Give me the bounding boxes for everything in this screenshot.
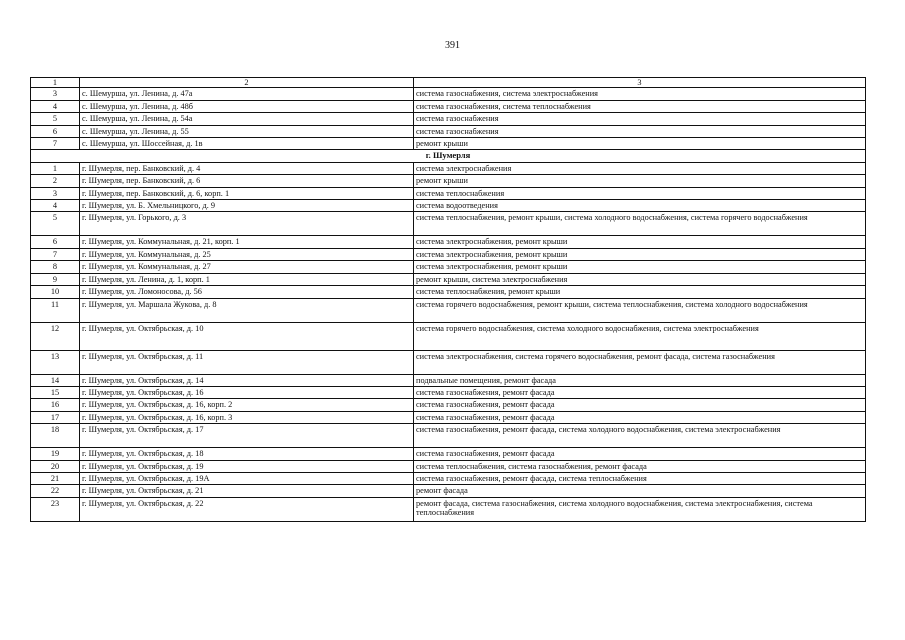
- table-header-row: [31, 78, 866, 88]
- row-number: 9: [31, 273, 80, 285]
- row-number: 20: [31, 460, 80, 472]
- row-address: г. Шумерля, пер. Банковский, д. 4: [80, 162, 414, 174]
- row-works: система водоотведения: [414, 200, 866, 212]
- table-row: [31, 236, 866, 248]
- row-works: система электроснабжения, ремонт крыши: [414, 261, 866, 273]
- row-works: система электроснабжения, система горячего водоснабжения, ремонт фасада, система газоснабжения: [414, 350, 866, 374]
- row-address: г. Шумерля, пер. Банковский, д. 6, корп. 1: [80, 187, 414, 199]
- row-works: система газоснабжения, ремонт фасада: [414, 411, 866, 423]
- table-row: [31, 286, 866, 298]
- section-row: [31, 150, 866, 162]
- table-row: [31, 448, 866, 460]
- works-table: [30, 77, 866, 522]
- row-number: 7: [31, 248, 80, 260]
- row-number: 10: [31, 286, 80, 298]
- page-number: 391: [445, 40, 460, 51]
- row-works: система газоснабжения, ремонт фасада: [414, 386, 866, 398]
- row-address: г. Шумерля, ул. Маршала Жукова, д. 8: [80, 298, 414, 322]
- row-number: 2: [31, 175, 80, 187]
- row-address: г. Шумерля, ул. Ломоносова, д. 56: [80, 286, 414, 298]
- row-works: ремонт крыши: [414, 138, 866, 150]
- row-number: 17: [31, 411, 80, 423]
- row-number: 7: [31, 138, 80, 150]
- row-works: система горячего водоснабжения, ремонт крыши, система теплоснабжения, система холодного водоснабжения: [414, 298, 866, 322]
- row-address: г. Шумерля, ул. Горького, д. 3: [80, 212, 414, 236]
- row-works: система теплоснабжения, система газоснабжения, ремонт фасада: [414, 460, 866, 472]
- row-address: г. Шумерля, ул. Октябрьская, д. 22: [80, 497, 414, 521]
- table-row: [31, 472, 866, 484]
- row-address: г. Шумерля, ул. Октябрьская, д. 17: [80, 424, 414, 448]
- row-number: 22: [31, 485, 80, 497]
- table-row: [31, 261, 866, 273]
- row-works: подвальные помещения, ремонт фасада: [414, 374, 866, 386]
- row-number: 16: [31, 399, 80, 411]
- table-row: [31, 162, 866, 174]
- row-number: 1: [31, 162, 80, 174]
- table-row: [31, 424, 866, 448]
- table-row: [31, 212, 866, 236]
- column-header-number: 1: [31, 78, 80, 88]
- table-row: [31, 187, 866, 199]
- row-number: 12: [31, 322, 80, 350]
- row-number: 11: [31, 298, 80, 322]
- row-number: 5: [31, 212, 80, 236]
- row-address: г. Шумерля, ул. Октябрьская, д. 16, корп. 2: [80, 399, 414, 411]
- row-works: система газоснабжения: [414, 113, 866, 125]
- row-address: г. Шумерля, ул. Октябрьская, д. 11: [80, 350, 414, 374]
- table-row: [31, 138, 866, 150]
- row-number: 4: [31, 200, 80, 212]
- row-works: ремонт фасада, система газоснабжения, система холодного водоснабжения, система электроснабжения, система теплоснабжения: [414, 497, 866, 521]
- table-row: [31, 399, 866, 411]
- row-address: г. Шумерля, ул. Октябрьская, д. 18: [80, 448, 414, 460]
- row-address: г. Шумерля, ул. Октябрьская, д. 19: [80, 460, 414, 472]
- table-row: [31, 273, 866, 285]
- row-address: г. Шумерля, ул. Октябрьская, д. 16: [80, 386, 414, 398]
- table-row: [31, 460, 866, 472]
- row-address: г. Шумерля, пер. Банковский, д. 6: [80, 175, 414, 187]
- row-number: 4: [31, 100, 80, 112]
- table-row: [31, 298, 866, 322]
- row-works: система теплоснабжения, ремонт крыши: [414, 286, 866, 298]
- row-address: г. Шумерля, ул. Октябрьская, д. 14: [80, 374, 414, 386]
- row-address: с. Шемурша, ул. Ленина, д. 55: [80, 125, 414, 137]
- table-row: [31, 125, 866, 137]
- table-row: [31, 350, 866, 374]
- row-address: г. Шумерля, ул. Коммунальная, д. 21, корп. 1: [80, 236, 414, 248]
- row-number: 19: [31, 448, 80, 460]
- row-number: 6: [31, 125, 80, 137]
- row-number: 18: [31, 424, 80, 448]
- column-header-works: 3: [414, 78, 866, 88]
- table-row: [31, 113, 866, 125]
- table-row: [31, 386, 866, 398]
- row-address: г. Шумерля, ул. Коммунальная, д. 25: [80, 248, 414, 260]
- row-works: система газоснабжения, система теплоснабжения: [414, 100, 866, 112]
- row-works: система теплоснабжения, ремонт крыши, система холодного водоснабжения, система горячего водоснабжения: [414, 212, 866, 236]
- table-row: [31, 175, 866, 187]
- row-number: 14: [31, 374, 80, 386]
- row-works: система электроснабжения, ремонт крыши: [414, 236, 866, 248]
- row-works: ремонт крыши, система электроснабжения: [414, 273, 866, 285]
- row-number: 15: [31, 386, 80, 398]
- row-address: с. Шемурша, ул. Ленина, д. 48б: [80, 100, 414, 112]
- row-number: 23: [31, 497, 80, 521]
- section-title: г. Шумерля: [31, 150, 866, 162]
- table-row: [31, 497, 866, 521]
- row-works: система электроснабжения, ремонт крыши: [414, 248, 866, 260]
- row-address: с. Шемурша, ул. Ленина, д. 54а: [80, 113, 414, 125]
- table-row: [31, 374, 866, 386]
- row-works: система газоснабжения, ремонт фасада, система теплоснабжения: [414, 472, 866, 484]
- row-number: 8: [31, 261, 80, 273]
- row-address: г. Шумерля, ул. Октябрьская, д. 10: [80, 322, 414, 350]
- table-row: [31, 200, 866, 212]
- row-address: г. Шумерля, ул. Б. Хмельницкого, д. 9: [80, 200, 414, 212]
- row-works: система теплоснабжения: [414, 187, 866, 199]
- row-works: система электроснабжения: [414, 162, 866, 174]
- table-row: [31, 485, 866, 497]
- row-address: г. Шумерля, ул. Коммунальная, д. 27: [80, 261, 414, 273]
- row-address: с. Шемурша, ул. Ленина, д. 47а: [80, 88, 414, 100]
- table-row: [31, 322, 866, 350]
- row-works: ремонт фасада: [414, 485, 866, 497]
- row-works: система газоснабжения, ремонт фасада: [414, 448, 866, 460]
- row-number: 13: [31, 350, 80, 374]
- row-works: система газоснабжения, система электроснабжения: [414, 88, 866, 100]
- row-number: 6: [31, 236, 80, 248]
- row-number: 5: [31, 113, 80, 125]
- column-header-address: 2: [80, 78, 414, 88]
- row-address: г. Шумерля, ул. Октябрьская, д. 16, корп. 3: [80, 411, 414, 423]
- row-works: система горячего водоснабжения, система холодного водоснабжения, система электроснабжения: [414, 322, 866, 350]
- row-address: г. Шумерля, ул. Октябрьская, д. 19А: [80, 472, 414, 484]
- table-row: [31, 100, 866, 112]
- row-number: 3: [31, 88, 80, 100]
- row-works: система газоснабжения, ремонт фасада: [414, 399, 866, 411]
- row-works: ремонт крыши: [414, 175, 866, 187]
- row-address: г. Шумерля, ул. Ленина, д. 1, корп. 1: [80, 273, 414, 285]
- row-address: г. Шумерля, ул. Октябрьская, д. 21: [80, 485, 414, 497]
- row-number: 21: [31, 472, 80, 484]
- row-works: система газоснабжения: [414, 125, 866, 137]
- table-row: [31, 411, 866, 423]
- row-works: система газоснабжения, ремонт фасада, система холодного водоснабжения, система электроснабжения: [414, 424, 866, 448]
- table-row: [31, 88, 866, 100]
- row-number: 3: [31, 187, 80, 199]
- row-address: с. Шемурша, ул. Шоссейная, д. 1в: [80, 138, 414, 150]
- table-row: [31, 248, 866, 260]
